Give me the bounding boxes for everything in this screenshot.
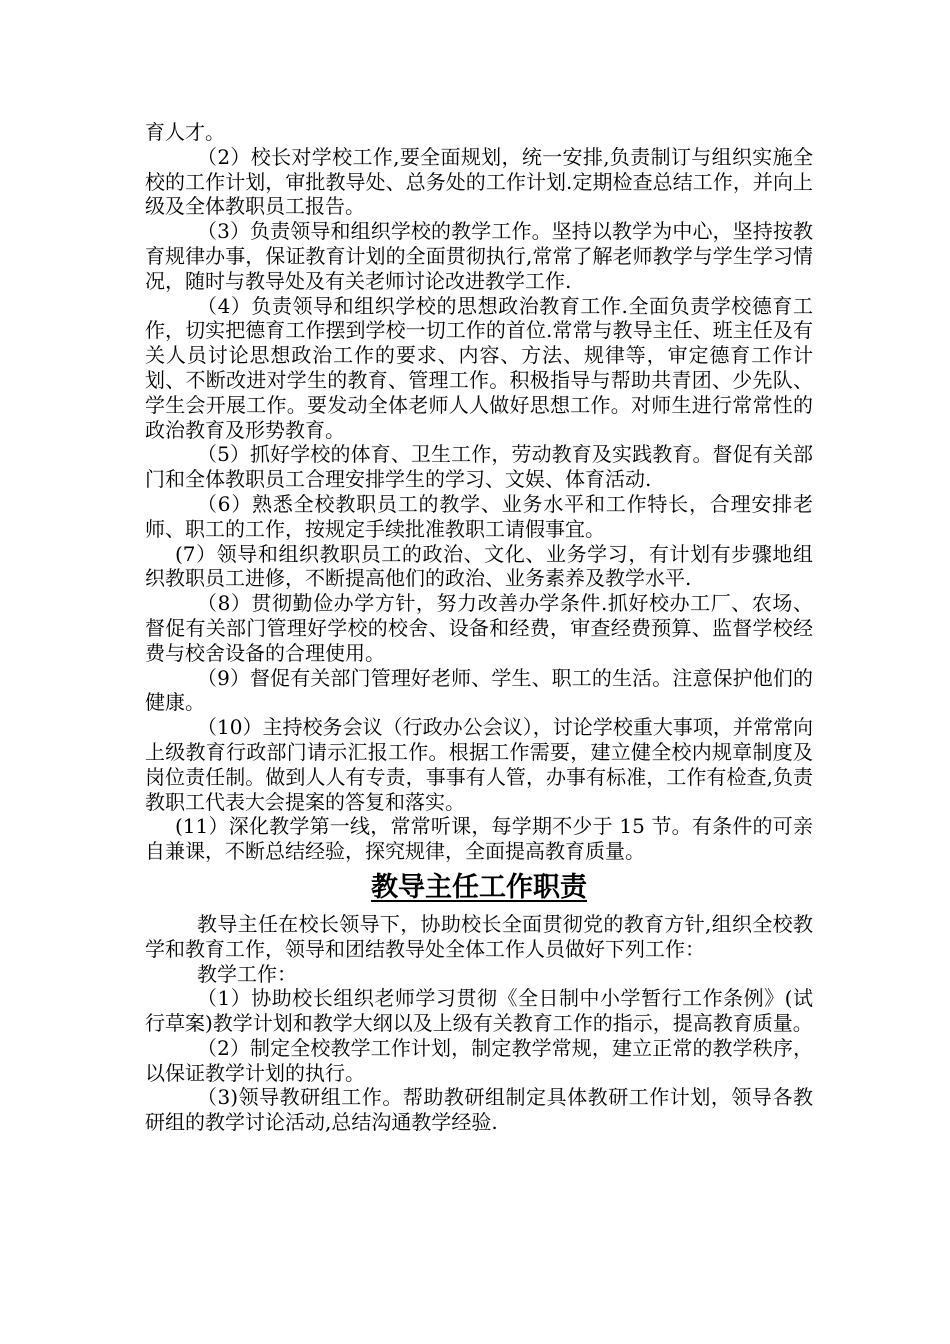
paragraph-intro: 教导主任在校长领导下，协助校长全面贯彻党的教育方针,组织全校教学和教育工作，领导和团结教导处全体工作人员做好下列工作： (145, 911, 813, 961)
paragraph-item-7: (7）领导和组织教职员工的政治、文化、业务学习，有计划有步骤地组织教职员工进修，不断提高他们的政治、业务素养及教学水平. (145, 541, 813, 591)
paragraph-item-6: （6）熟悉全校教职员工的教学、业务水平和工作特长，合理安排老师、职工的工作，按规定手续批准教职工请假事宜。 (145, 491, 813, 541)
paragraph-teaching-3: （3)领导教研组工作。帮助教研组制定具体教研工作计划，领导各教研组的教学讨论活动,总结沟通教学经验. (145, 1085, 813, 1135)
paragraph-item-11: (11）深化教学第一线，常常听课，每学期不少于 15 节。有条件的可亲自兼课，不断总结经验，探究规律，全面提高教育质量。 (145, 814, 813, 864)
paragraph-subheading: 教学工作： (197, 961, 297, 986)
paragraph-item-10: （10）主持校务会议（行政办公会议），讨论学校重大事项，并常常向上级教育行政部门请示汇报工作。根据工作需要，建立健全校内规章制度及岗位责任制。做到人人有专责，事事有人管，办事有标准，工作有检查,负责教职工代表大会提案的答复和落实。 (145, 715, 813, 814)
section-title: 教导主任工作职责 (371, 871, 587, 903)
paragraph-continuation: 育人才。 (145, 120, 225, 144)
paragraph-item-3: （3）负责领导和组织学校的教学工作。坚持以教学为中心，坚持按教育规律办事，保证教育计划的全面贯彻执行,常常了解老师教学与学生学习情况，随时与教导处及有关老师讨论改进教学工作. (145, 219, 813, 293)
paragraph-item-8: （8）贯彻勤俭办学方针，努力改善办学条件.抓好校办工厂、农场、督促有关部门管理好学校的校舍、设备和经费，审查经费预算、监督学校经费与校舍设备的合理使用。 (145, 591, 813, 665)
paragraph-item-2: （2）校长对学校工作,要全面规划，统一安排,负责制订与组织实施全校的工作计划，审批教导处、总务处的工作计划.定期检查总结工作，并向上级及全体教职员工报告。 (145, 144, 813, 219)
paragraph-teaching-2: （2）制定全校教学工作计划，制定教学常规，建立正常的教学秩序，以保证教学计划的执行。 (145, 1035, 813, 1085)
paragraph-teaching-1: （1）协助校长组织老师学习贯彻《全日制中小学暂行工作条例》(试行草案)教学计划和教学大纲以及上级有关教育工作的指示，提高教育质量。 (145, 986, 813, 1036)
paragraph-item-5: （5）抓好学校的体育、卫生工作，劳动教育及实践教育。督促有关部门和全体教职员工合理安排学生的学习、文娱、体育活动. (145, 442, 813, 492)
paragraph-item-4: （4）负责领导和组织学校的思想政治教育工作.全面负责学校德育工作，切实把德育工作摆到学校一切工作的首位.常常与教导主任、班主任及有关人员讨论思想政治工作的要求、内容、方法、规律等，审定德育工作计划、不断改进对学生的教育、管理工作。积极指导与帮助共青团、少先队、学生会开展工作。要发动全体老师人人做好思想工作。对师生进行常常性的政治教育及形势教育。 (145, 293, 813, 442)
document-body (145, 120, 813, 1135)
paragraph-item-9: （9）督促有关部门管理好老师、学生、职工的生活。注意保护他们的健康。 (145, 665, 813, 715)
